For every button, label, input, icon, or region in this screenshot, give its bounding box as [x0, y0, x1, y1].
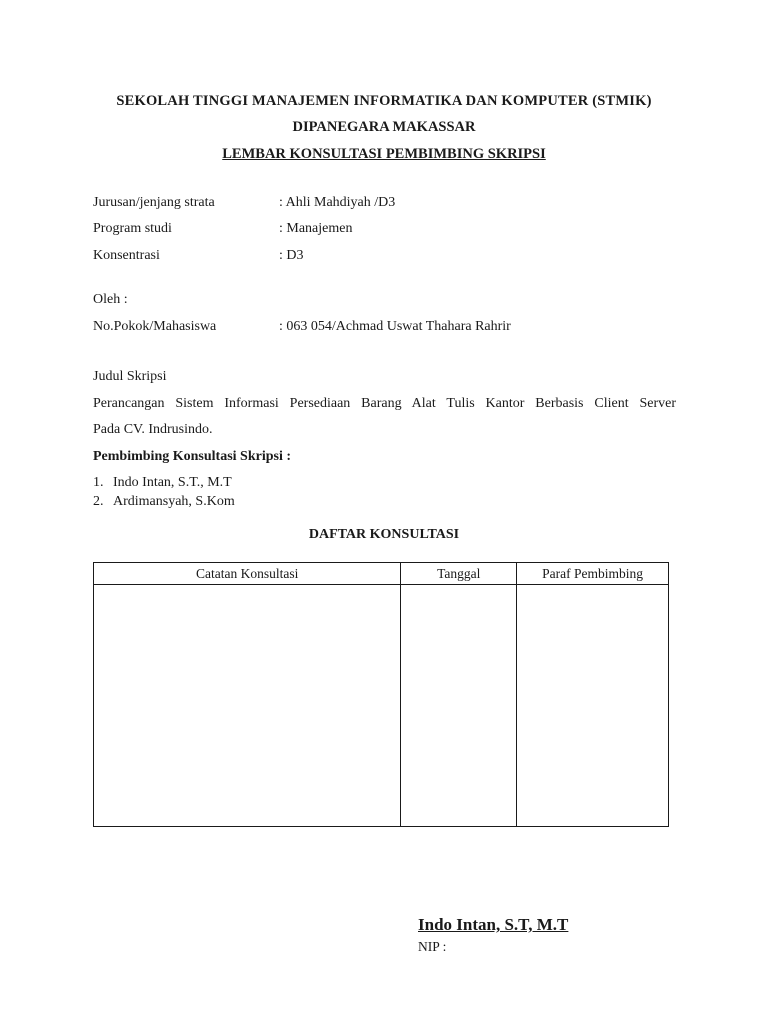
program-studi-label: Program studi	[93, 221, 172, 236]
daftar-title: DAFTAR KONSULTASI	[308, 527, 460, 542]
advisor-item	[93, 475, 232, 491]
jurusan-label: Jurusan/jenjang strata	[93, 195, 215, 210]
jurusan-value: : Ahli Mahdiyah /D3	[279, 195, 396, 210]
student-value: : 063 054/Achmad Uswat Thahara Rahrir	[279, 319, 511, 334]
consultation-table	[93, 562, 669, 827]
table-header-row	[94, 563, 669, 585]
thesis-title-line2: Pada CV. Indrusindo.	[93, 422, 213, 437]
signature-name: Indo Intan, S.T, M.T	[418, 915, 569, 934]
paraf-cell	[517, 585, 669, 827]
column-header-catatan: Catatan Konsultasi	[94, 563, 401, 585]
thesis-label: Judul Skripsi	[93, 369, 167, 384]
institution-title: SEKOLAH TINGGI MANAJEMEN INFORMATIKA DAN KOMPUTER (STMIK)	[116, 93, 652, 109]
catatan-cell	[94, 585, 401, 827]
column-header-tanggal: Tanggal	[401, 563, 517, 585]
advisor-item	[93, 494, 235, 510]
form-title: LEMBAR KONSULTASI PEMBIMBING SKRIPSI	[222, 146, 546, 162]
program-studi-value: : Manajemen	[279, 221, 353, 236]
advisor-name: Ardimansyah, S.Kom	[113, 494, 235, 509]
city-title: DIPANEGARA MAKASSAR	[292, 119, 476, 135]
student-label: No.Pokok/Mahasiswa	[93, 319, 217, 334]
advisor-number: 2.	[93, 494, 104, 509]
konsentrasi-label: Konsentrasi	[93, 248, 160, 263]
signature-nip: NIP :	[418, 939, 447, 954]
table-row	[94, 585, 669, 827]
advisor-number: 1.	[93, 475, 104, 490]
tanggal-cell	[401, 585, 517, 827]
advisor-name: Indo Intan, S.T., M.T	[113, 475, 232, 490]
konsentrasi-value: : D3	[279, 248, 304, 263]
oleh-label: Oleh :	[93, 292, 128, 307]
thesis-title-line1: Perancangan Sistem Informasi Persediaan Barang Alat Tulis Kantor Berbasis Client Server	[93, 396, 676, 411]
column-header-paraf: Paraf Pembimbing	[517, 563, 669, 585]
advisors-heading: Pembimbing Konsultasi Skripsi :	[93, 449, 291, 464]
